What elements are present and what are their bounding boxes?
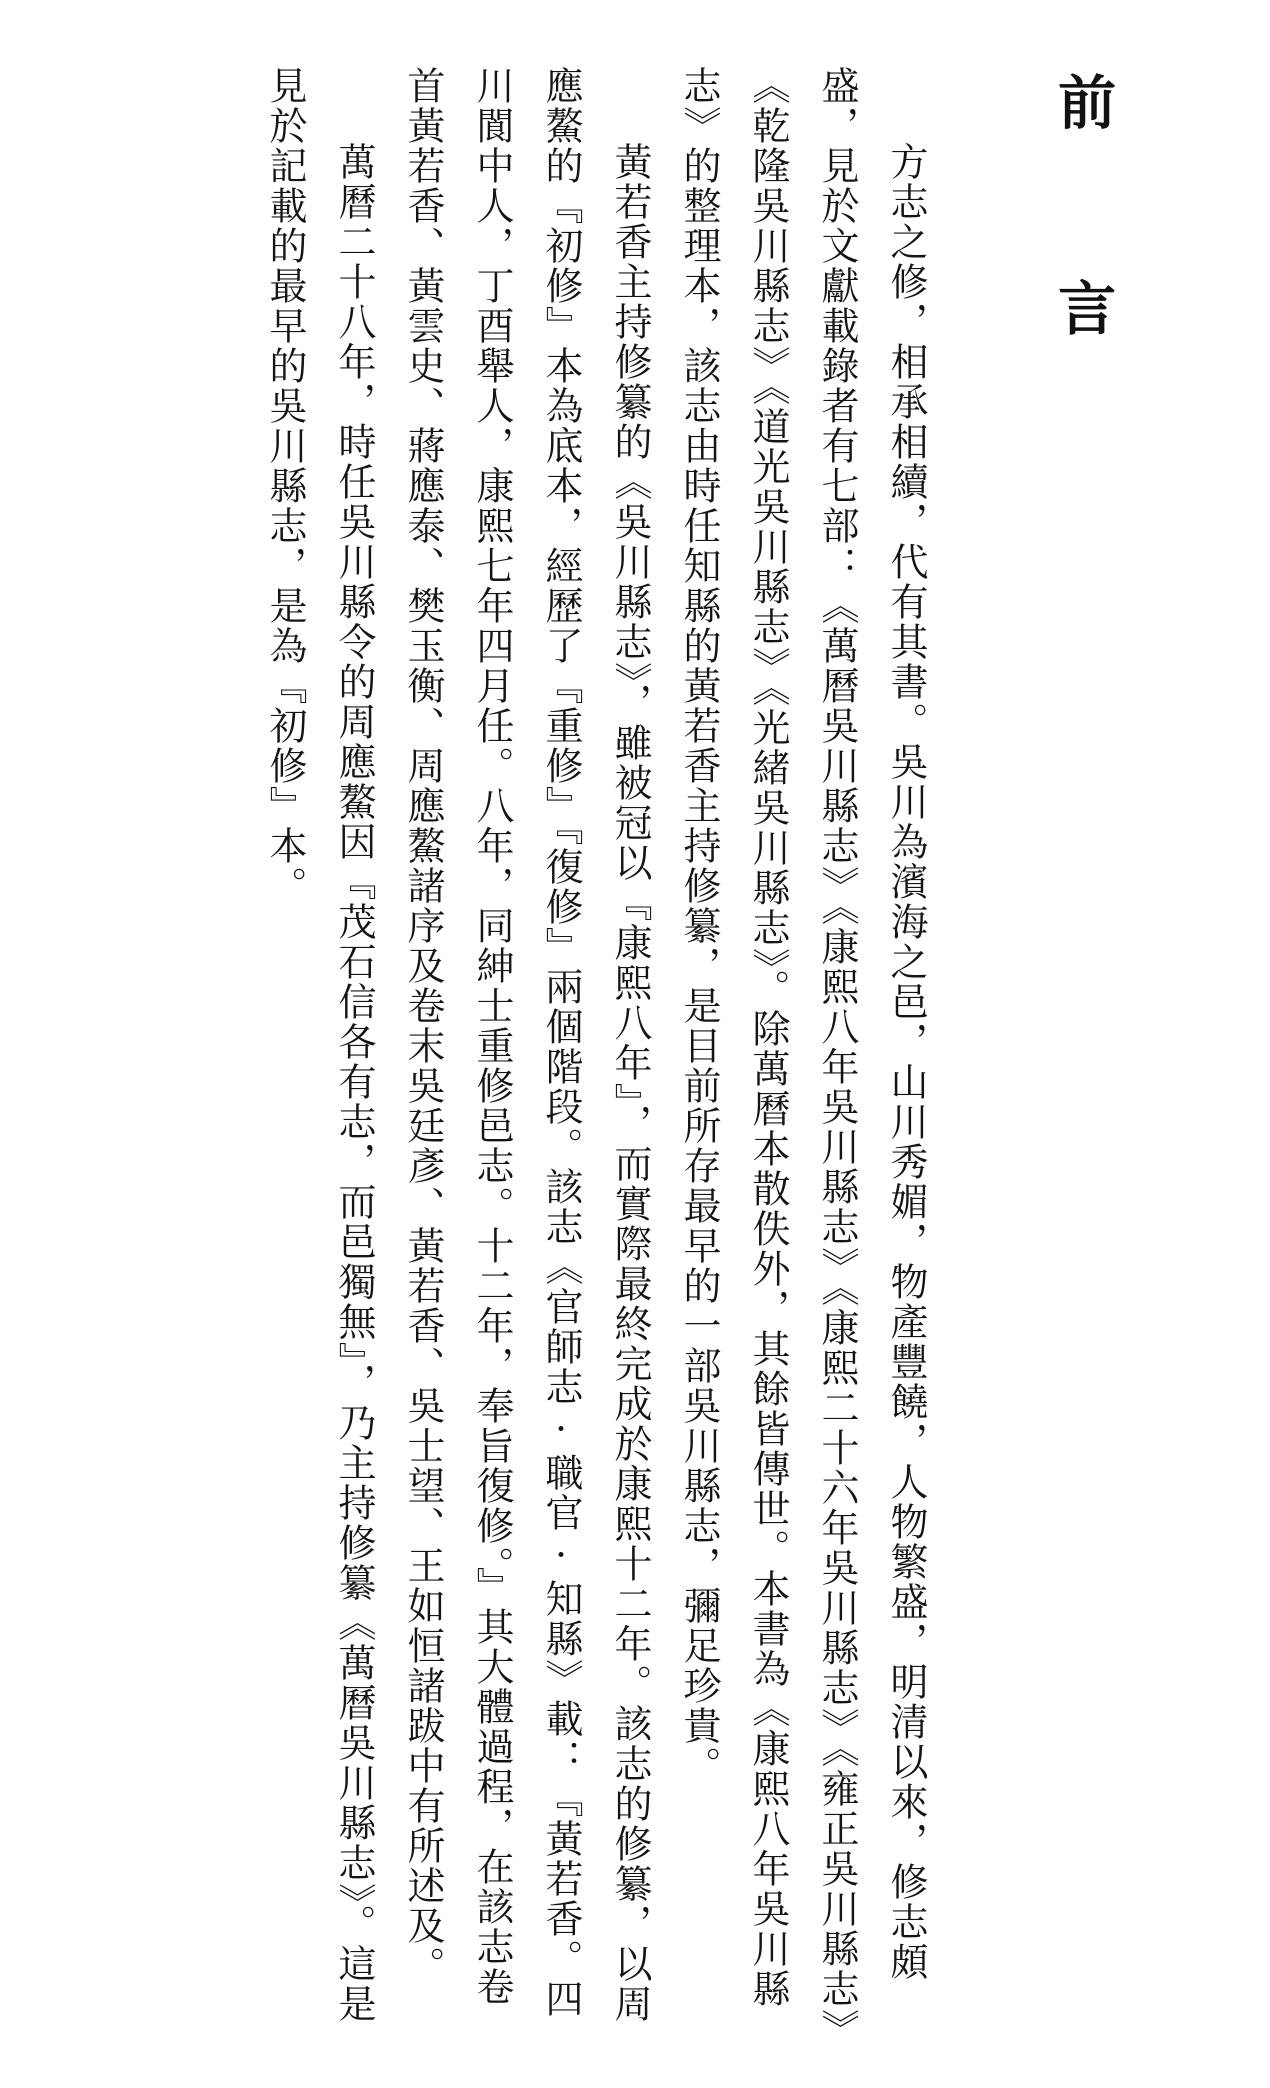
paragraph-2: 黃若香主持修纂的《吳川縣志》，雖被冠以『康熙八年』，而實際最終完成於康熙十二年。該志的修纂，以周應鰲的『初修』本為底本，經歷了『重修』『復修』兩個階段。該志《官師志·職官·知縣》載：『黃若香。四川閬中人，丁酉舉人，康熙七年四月任。八年，同紳士重修邑志。十二年，奉旨復修。』其大體過程，在該志卷首黃若香、黃雲史、蔣應泰、樊玉衡、周應鰲諸序及卷末吳廷彥、黃若香、吳士望、王如恒諸跋中有所述及。 — [401, 66, 652, 2024]
paragraph-3: 萬曆二十八年，時任吳川縣令的周應鰲因『茂石信各有志，而邑獨無』，乃主持修纂《萬曆吳川縣志》。這是見於記載的最早的吳川縣志，是為『初修』本。 — [263, 66, 376, 2024]
paragraph-1: 方志之修，相承相續，代有其書。吳川為濱海之邑，山川秀媚，物產豐饒，人物繁盛，明清以來，修志頗盛，見於文獻載錄者有七部：《萬曆吳川縣志》《康熙八年吳川縣志》《康熙二十六年吳川縣志》《雍正吳川縣志》《乾隆吳川縣志》《道光吳川縣志》《光緒吳川縣志》。除萬曆本散佚外，其餘皆傳世。本書為《康熙八年吳川縣志》的整理本，該志由時任知縣的黃若香主持修纂，是目前所存最早的一部吳川縣志，彌足珍貴。 — [677, 66, 928, 2030]
page-title: 前 言 — [1048, 72, 1117, 376]
preface-body — [250, 66, 940, 2046]
